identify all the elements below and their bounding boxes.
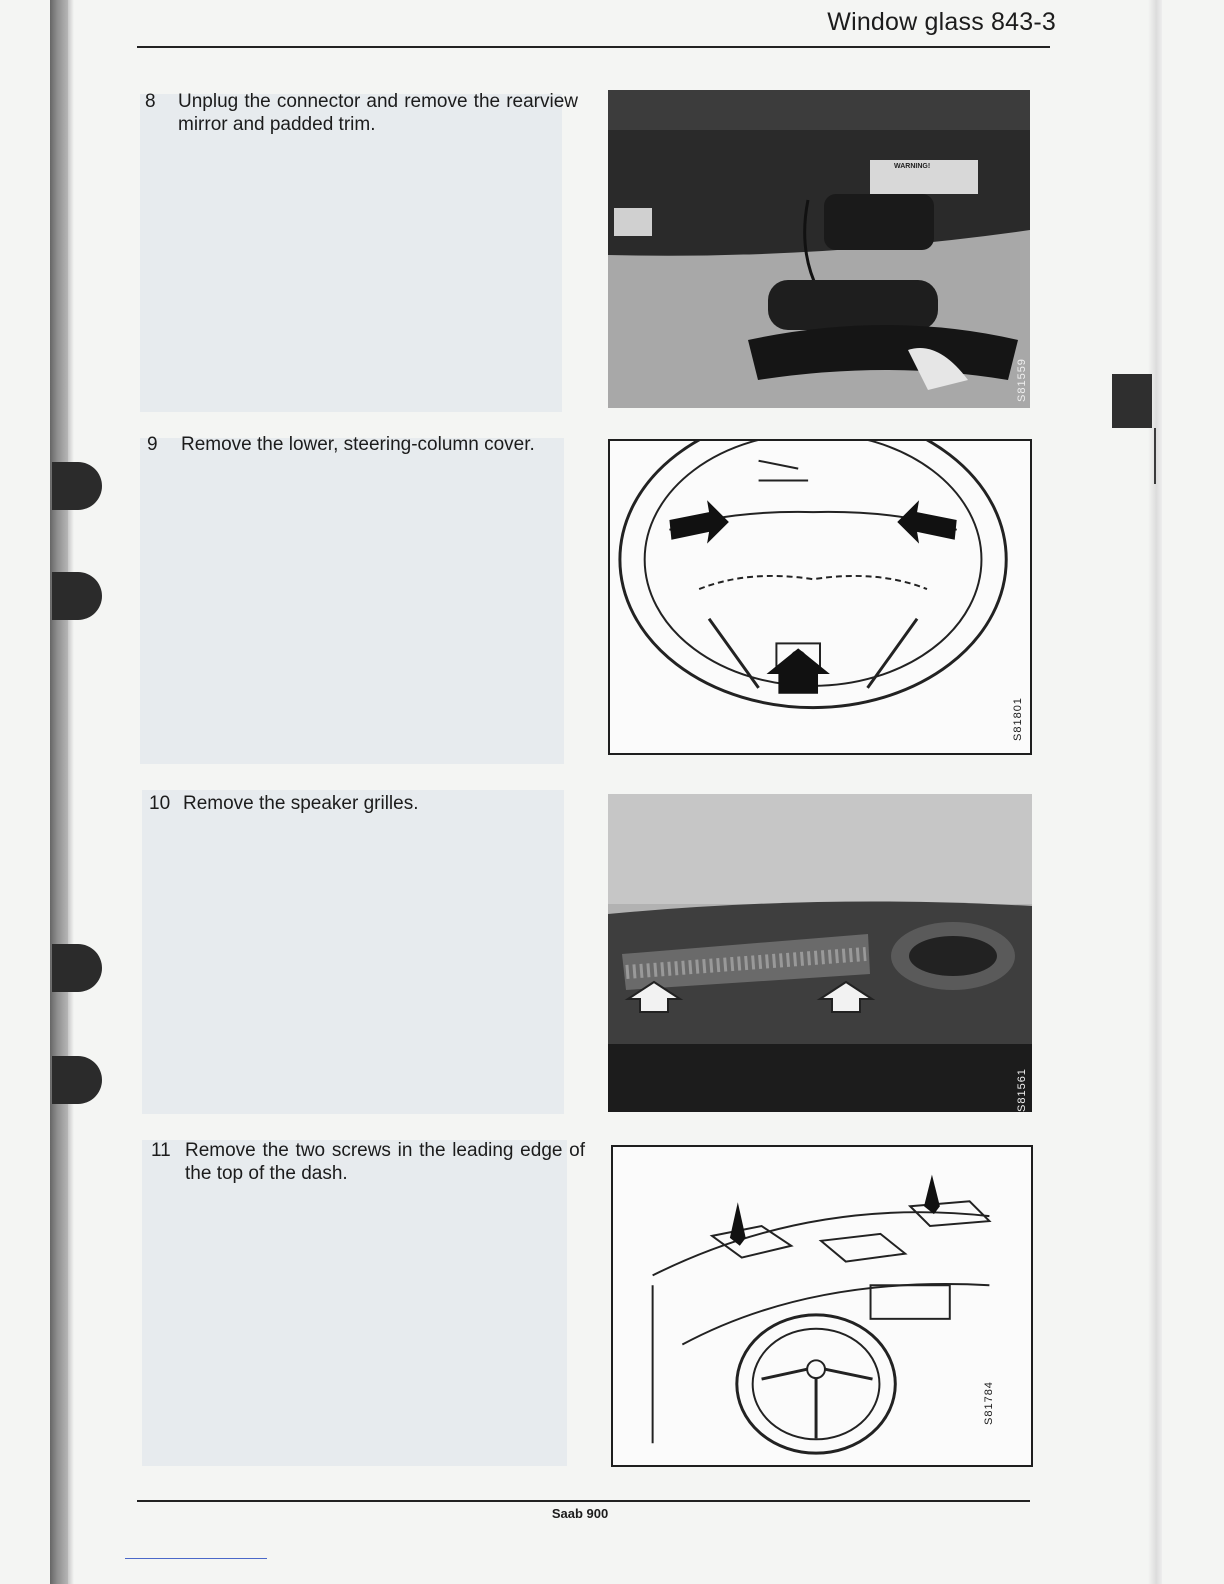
page-edge-shadow bbox=[1148, 0, 1162, 1584]
section-tab-marker bbox=[1112, 374, 1152, 428]
corner-underline bbox=[125, 1558, 267, 1559]
step-instruction: Unplug the connector and remove the rearview mirror and padded trim. bbox=[178, 91, 578, 135]
step-number: 11 bbox=[151, 1140, 171, 1161]
step-number: 8 bbox=[145, 91, 156, 112]
step-instruction: Remove the speaker grilles. bbox=[183, 793, 419, 814]
show-through-panel bbox=[142, 1140, 567, 1466]
dashboard-screws-drawing bbox=[611, 1145, 1033, 1467]
show-through-panel bbox=[140, 438, 564, 764]
warning-label: WARNING! bbox=[894, 163, 931, 170]
figure-code: S81801 bbox=[1012, 697, 1024, 741]
figure-code: S81561 bbox=[1016, 1068, 1028, 1112]
speaker-grille-photo bbox=[608, 794, 1032, 1112]
binder-strip bbox=[50, 0, 68, 1584]
binder-hole bbox=[52, 462, 102, 510]
step-instruction: Remove the lower, steering-column cover. bbox=[181, 434, 535, 455]
header-rule bbox=[137, 46, 1050, 48]
footer-rule bbox=[137, 1500, 1030, 1502]
step-number: 10 bbox=[149, 793, 171, 814]
steering-column-drawing bbox=[608, 439, 1032, 755]
binder-hole bbox=[52, 1056, 102, 1104]
figure-code: S81784 bbox=[983, 1381, 995, 1425]
section-tab-tick bbox=[1154, 428, 1156, 484]
figure-code: S81559 bbox=[1016, 358, 1028, 402]
page-title: Window glass 843-3 bbox=[827, 8, 1056, 36]
binder-edge bbox=[68, 0, 74, 1584]
step-number: 9 bbox=[147, 434, 158, 455]
rearview-mirror-photo bbox=[608, 90, 1030, 408]
footer-model: Saab 900 bbox=[551, 1506, 609, 1521]
show-through-panel bbox=[140, 94, 562, 412]
show-through-panel bbox=[142, 790, 564, 1114]
binder-hole bbox=[52, 572, 102, 620]
binder-hole bbox=[52, 944, 102, 992]
step-instruction: Remove the two screws in the leading edge of the top of the dash. bbox=[185, 1140, 585, 1184]
